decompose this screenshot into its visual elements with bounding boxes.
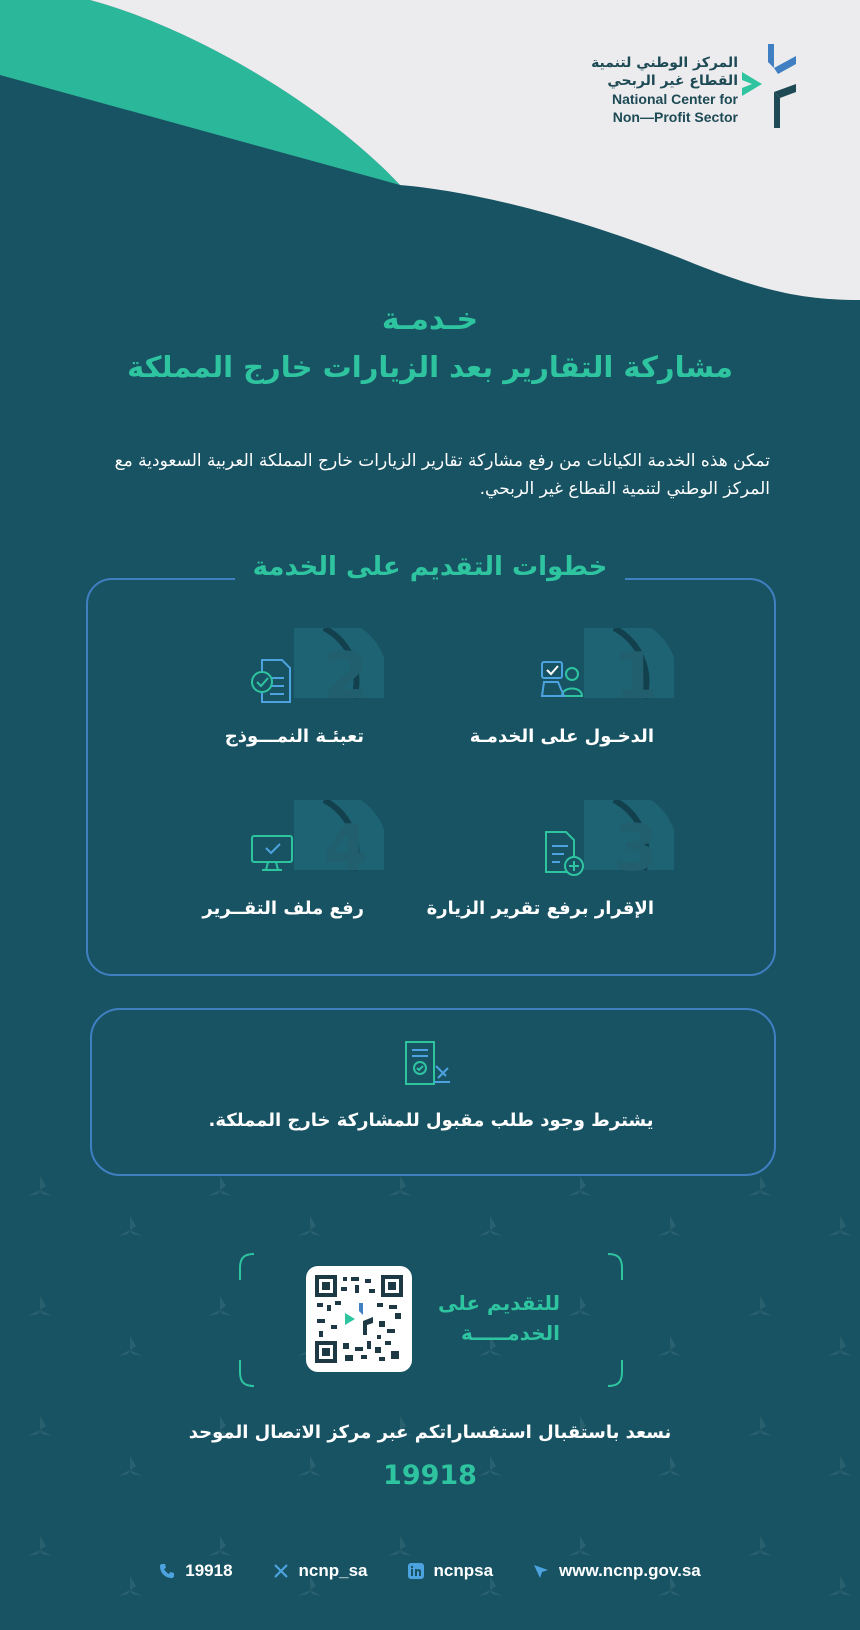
apply-label-line1: للتقديم على — [437, 1291, 560, 1315]
step-label: تعبئـة النمـــوذج — [224, 726, 364, 747]
footer-linkedin[interactable] — [408, 1561, 494, 1581]
condition-text: يشترط وجود طلب مقبول للمشاركة خارج المملكة. — [208, 1110, 654, 1131]
service-intro: تمكن هذه الخدمة الكيانات من رفع مشاركة تقارير الزيارات خارج المملكة العربية السعودية مع المركز الوطني لتنمية القطاع غير الربحي. — [114, 451, 770, 499]
step-number: 3 — [613, 812, 659, 886]
monitor-check-icon — [248, 828, 298, 878]
org-name — [591, 54, 738, 126]
service-label: خـدمـة — [381, 302, 479, 337]
service-title: مشاركة التقارير بعد الزيارات خارج المملكة — [127, 350, 733, 384]
footer-phone-text: 19918 — [185, 1561, 233, 1580]
footer-x[interactable] — [273, 1561, 368, 1581]
x-logo-icon — [273, 1563, 289, 1579]
org-name-ar-line2: القطاع غير الربحي — [607, 73, 738, 89]
form-check-icon — [248, 656, 298, 706]
steps-heading — [0, 552, 860, 582]
step-number: 2 — [323, 640, 369, 714]
footer-x-text: ncnp_sa — [298, 1561, 368, 1580]
footer-linkedin-text: ncnpsa — [433, 1561, 494, 1580]
org-name-en-line2: Non—Profit Sector — [612, 109, 738, 125]
qr-code[interactable] — [306, 1266, 412, 1372]
apply-label-line2: الخدمـــــة — [460, 1321, 560, 1345]
contact-number[interactable]: 19918 — [383, 1460, 477, 1491]
org-name-ar-line1: المركز الوطني لتنمية — [591, 55, 738, 71]
step-label: رفع ملف التقــرير — [202, 898, 364, 919]
footer-website[interactable] — [533, 1561, 701, 1581]
footer-website-text: www.ncnp.gov.sa — [559, 1561, 701, 1580]
ncnp-logo-mark-icon — [740, 42, 810, 132]
cursor-icon — [533, 1563, 549, 1579]
phone-icon — [159, 1563, 175, 1579]
step-3 — [420, 800, 680, 950]
step-label: الدخـول على الخدمـة — [469, 726, 654, 747]
step-2 — [130, 628, 390, 778]
step-number: 4 — [323, 812, 369, 886]
org-logo — [560, 42, 820, 142]
certificate-stamp-icon — [400, 1038, 454, 1092]
step-1 — [420, 628, 680, 778]
footer-phone[interactable] — [159, 1561, 232, 1581]
step-number: 1 — [613, 640, 659, 714]
document-add-icon — [538, 828, 588, 878]
step-label: الإقرار برفع تقرير الزيارة — [426, 898, 654, 919]
footer — [0, 1556, 860, 1586]
org-name-en-line1: National Center for — [611, 91, 738, 107]
linkedin-icon — [408, 1563, 424, 1579]
person-laptop-icon — [538, 656, 588, 706]
condition-box — [90, 1008, 776, 1176]
steps-heading-text: خطوات التقديم على الخدمة — [235, 552, 626, 582]
contact-line: نسعد باستقبال استفساراتكم عبر مركز الاتصال الموحد — [188, 1422, 672, 1443]
step-4 — [130, 800, 390, 950]
apply-label — [420, 1288, 560, 1348]
